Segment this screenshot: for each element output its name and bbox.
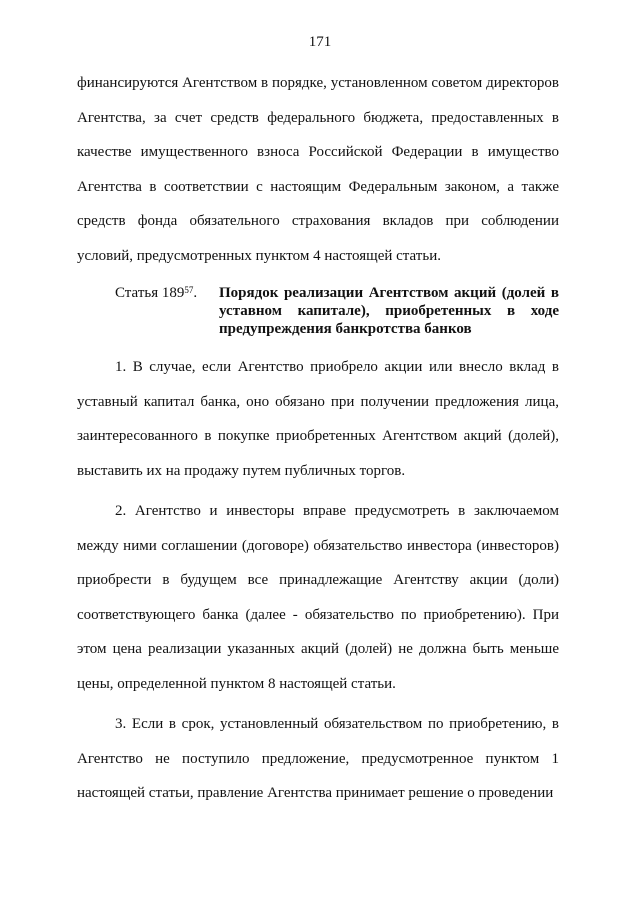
page-content <box>77 66 559 811</box>
article-heading <box>77 284 559 338</box>
article-title: Порядок реализации Агентством акций (долей в уставном капитале), приобретенных в ходе предупреждения банкротства банков <box>219 285 559 337</box>
article-label-superscript: 57 <box>184 285 194 295</box>
intro-paragraph: финансируются Агентством в порядке, установленном советом директоров Агентства, за счет средств федерального бюджета, предоставленных в качестве имущественного взноса Российской Федерации в имущество Агентства в соответствии с настоящим Федеральным законом, а также средств фонда обязательного страхования вкладов при соблюдении условий, предусмотренных пунктом 4 настоящей статьи. <box>77 75 559 264</box>
paragraph-1: 1. В случае, если Агентство приобрело акции или внесло вклад в уставный капитал банка, оно обязано при получении предложения лица, заинтересованного в покупке приобретенных Агентством акций (долей), выставить их на продажу путем публичных торгов. <box>77 359 559 479</box>
paragraph-2: 2. Агентство и инвесторы вправе предусмотреть в заключаемом между ними соглашении (договоре) обязательство инвестора (инвесторов) приобрести в будущем все принадлежащие Агентству акции (доли) соответствующего банка (далее - обязательство по приобретению). При этом цена реализации указанных акций (долей) не должна быть меньше цены, определенной пунктом 8 настоящей статьи. <box>77 503 559 692</box>
article-label-suffix: . <box>193 285 198 301</box>
page-number: 171 <box>308 34 332 50</box>
paragraph-3: 3. Если в срок, установленный обязательством по приобретению, в Агентство не поступило предложение, предусмотренное пунктом 1 настоящей статьи, правление Агентства принимает решение о проведении <box>77 716 559 801</box>
article-label-text: Статья 189 <box>115 285 185 301</box>
article-label <box>77 284 219 338</box>
